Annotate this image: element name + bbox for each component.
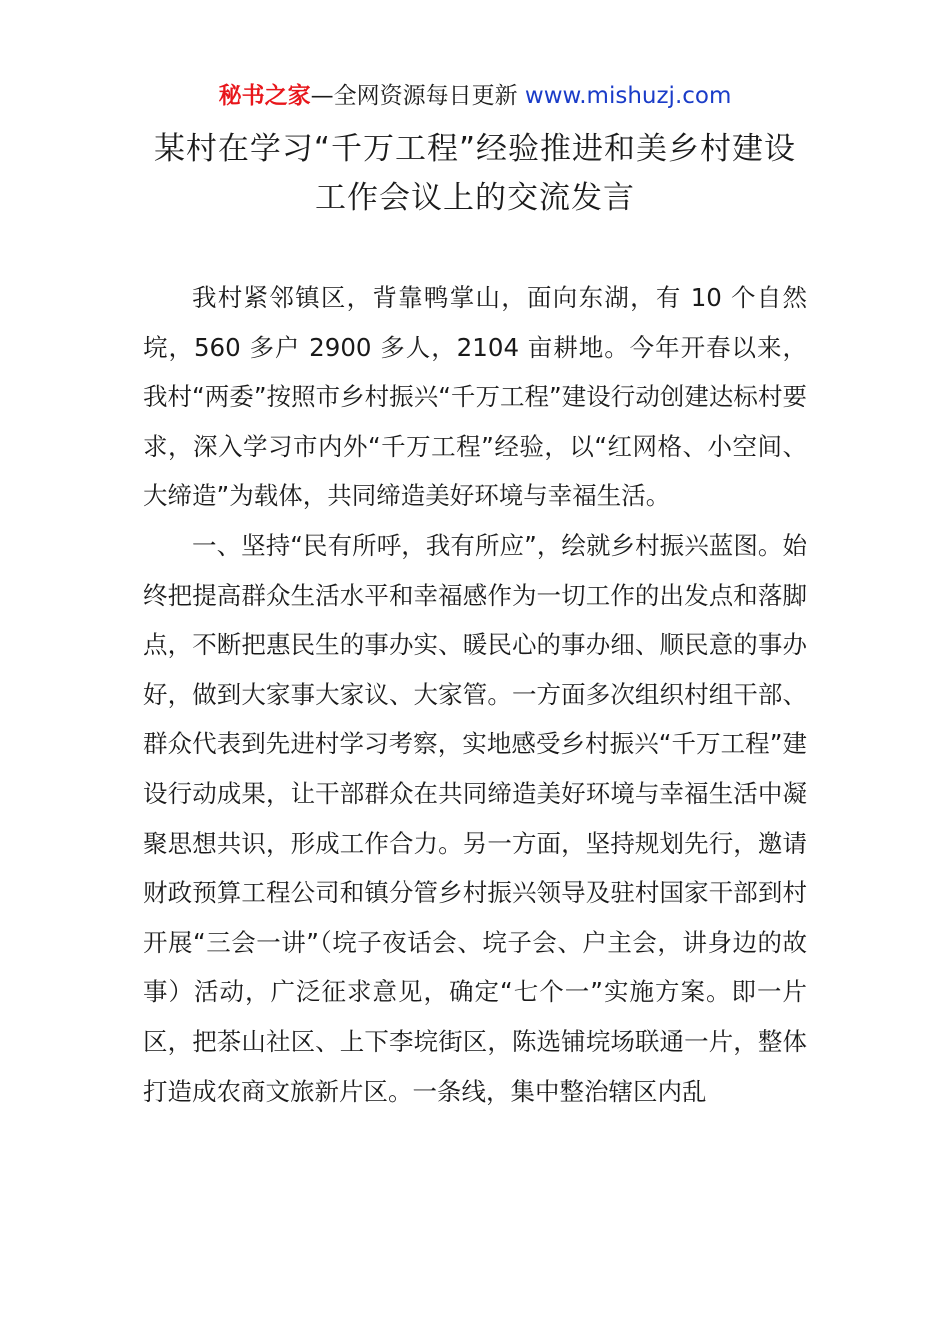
document-body — [143, 273, 807, 1116]
site-url-link[interactable]: www.mishuzj.com — [524, 83, 732, 109]
paragraph-section-one: 一、坚持“民有所呼，我有所应”，绘就乡村振兴蓝图。始终把提高群众生活水平和幸福感作为一切工作的出发点和落脚点，不断把惠民生的事办实、暖民心的事办细、顺民意的事办好，做到大家事大家议、大家管。一方面多次组织村组干部、群众代表到先进村学习考察，实地感受乡村振兴“千万工程”建设行动成果，让干部群众在共同缔造美好环境与幸福生活中凝聚思想共识，形成工作合力。另一方面，坚持规划先行，邀请财政预算工程公司和镇分管乡村振兴领导及驻村国家干部到村开展“三会一讲”（垸子夜话会、垸子会、户主会，讲身边的故事）活动，广泛征求意见，确定“七个一”实施方案。即一片区，把茶山社区、上下李垸街区，陈选铺垸场联通一片，整体打造成农商文旅新片区。一条线，集中整治辖区内乱 — [143, 530, 807, 1106]
paragraph-intro: 我村紧邻镇区，背靠鸭掌山，面向东湖，有 10 个自然垸，560 多户 2900 多人，2104 亩耕地。今年开春以来，我村“两委”按照市乡村振兴“千万工程”建设行动创建达标村要求，深入学习市内外“千万工程”经验，以“红网格、小空间、大缔造”为载体，共同缔造美好环境与幸福生活。 — [143, 283, 807, 511]
site-brand: 秘书之家 — [218, 83, 311, 109]
site-header — [0, 80, 950, 112]
document-title: 某村在学习“千万工程”经验推进和美乡村建设工作会议上的交流发言 — [153, 131, 797, 216]
site-tagline: —全网资源每日更新 — [310, 83, 525, 109]
